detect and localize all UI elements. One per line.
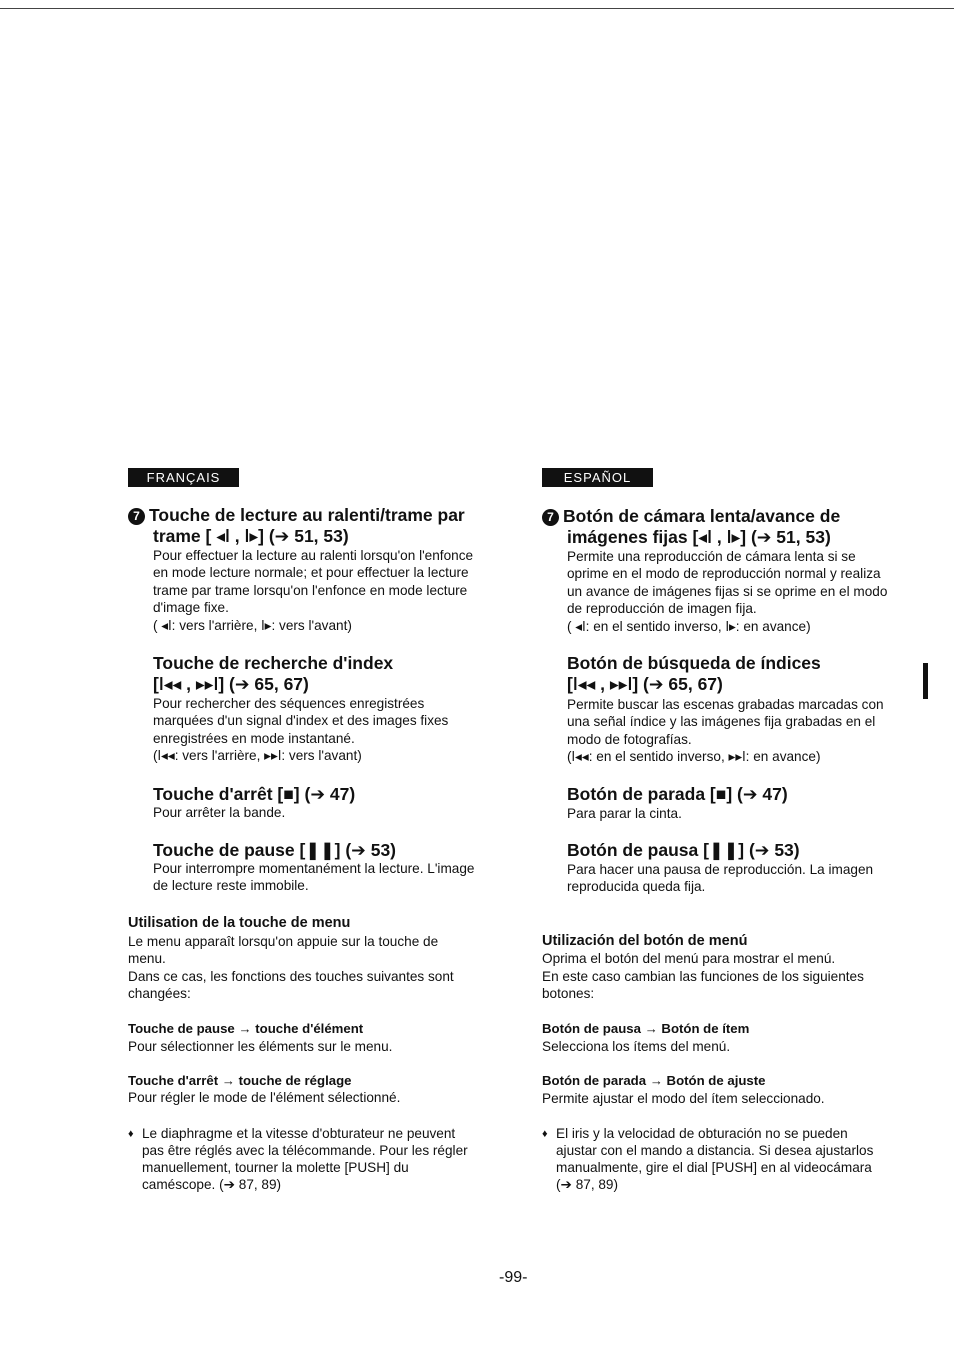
text-line: Oprima el botón del menú para mostrar el menú.	[542, 951, 836, 966]
text-line: Le menu apparaît lorsqu'on appuie sur la touche de	[128, 934, 439, 949]
text-line: Pour interrompre momentanément la lecture. L'image	[153, 861, 475, 876]
item-number-badge: 7	[542, 509, 559, 526]
text-line: Selecciona los ítems del menú.	[542, 1039, 731, 1054]
text-line: Permite ajustar el modo del ítem seleccionado.	[542, 1091, 825, 1106]
text-line: menu.	[128, 951, 166, 966]
text-line: Pour sélectionner les éléments sur le menu.	[128, 1039, 393, 1054]
text-line: botones:	[542, 986, 595, 1001]
text-line: en mode lecture normale; et pour effectuer la lecture	[153, 565, 469, 580]
text-line: de reproducción de imagen fija.	[567, 601, 757, 616]
text-line: de lecture reste immobile.	[153, 878, 309, 893]
heading-stop: Botón de parada [■] (➔ 47)	[567, 784, 788, 804]
top-border-line	[0, 8, 954, 9]
subheading-stop-set: Touche d'arrêt → touche de réglage	[128, 1073, 352, 1088]
heading-index-search-line2: [ǀ◂◂ , ▸▸ǀ] (➔ 65, 67)	[567, 674, 723, 694]
text-line: Le diaphragme et la vitesse d'obturateur ne peuvent	[142, 1126, 456, 1141]
text-line: Para parar la cinta.	[567, 806, 682, 821]
subheading-pause-item: Touche de pause → touche d'élément	[128, 1021, 364, 1036]
text-line: (➔ 87, 89)	[556, 1177, 619, 1192]
text-line: Permite una reproducción de cámara lenta si se	[567, 549, 856, 564]
text-line: (ǀ◂◂: en el sentido inverso, ▸▸ǀ: en avance)	[567, 749, 821, 764]
text-line: oprime en el modo de reproducción normal y realiza	[567, 566, 881, 581]
text-line: caméscope. (➔ 87, 89)	[142, 1177, 282, 1192]
heading-pause: Touche de pause [❚❚] (➔ 53)	[153, 840, 397, 860]
heading-index-search: Touche de recherche d'index	[153, 653, 394, 673]
text-line: Pour effectuer la lecture au ralenti lorsqu'on l'enfonce	[153, 548, 474, 563]
text-line: Pour arrêter la bande.	[153, 805, 286, 820]
heading-menu-usage: Utilización del botón de menú	[542, 933, 748, 949]
text-line: En este caso cambian las funciones de los siguientes	[542, 969, 864, 984]
heading-slow-motion: 7 Touche de lecture au ralenti/trame par	[128, 505, 465, 526]
language-badge-spanish: ESPAÑOL	[542, 468, 653, 487]
text-line: d'image fixe.	[153, 600, 229, 615]
text-line: un avance de imágenes fijas si se oprime en el modo	[567, 584, 888, 599]
text-line: modo de fotografías.	[567, 732, 692, 747]
text-line: ( ◂ǀ: en el sentido inverso, ǀ▸: en avance)	[567, 619, 811, 634]
text-line: Pour rechercher des séquences enregistrées	[153, 696, 425, 711]
heading-index-search-line2: [ǀ◂◂ , ▸▸ǀ] (➔ 65, 67)	[153, 674, 309, 694]
text-line: enregistrées en mode instantané.	[153, 731, 355, 746]
heading-pause: Botón de pausa [❚❚] (➔ 53)	[567, 840, 800, 860]
text-line: Pour régler le mode de l'élément sélectionné.	[128, 1090, 401, 1105]
heading-stop: Touche d'arrêt [■] (➔ 47)	[153, 784, 356, 804]
heading-slow-motion: 7 Botón de cámara lenta/avance de	[542, 506, 840, 527]
heading-slow-motion-line2: imágenes fijas [◂ǀ , ǀ▸] (➔ 51, 53)	[567, 527, 831, 547]
text-line: ajustar con el mando a distancia. Si desea ajustarlos	[556, 1143, 874, 1158]
subheading-pause-item: Botón de pausa → Botón de ítem	[542, 1021, 750, 1036]
text-line: El iris y la velocidad de obturación no se pueden	[556, 1126, 848, 1141]
heading-menu-usage: Utilisation de la touche de menu	[128, 915, 351, 931]
text-line: marquées d'un signal d'index et des images fixes	[153, 713, 449, 728]
text-line: Permite buscar las escenas grabadas marcadas con	[567, 697, 884, 712]
page-number: -99-	[499, 1269, 528, 1286]
text-line: (ǀ◂◂: vers l'arrière, ▸▸ǀ: vers l'avant)	[153, 748, 362, 763]
text-line: Para hacer una pausa de reproducción. La imagen	[567, 862, 874, 877]
text-line: ( ◂ǀ: vers l'arrière, ǀ▸: vers l'avant)	[153, 618, 352, 633]
text-line: Dans ce cas, les fonctions des touches suivantes sont	[128, 969, 454, 984]
language-badge-french: FRANÇAIS	[128, 468, 239, 487]
bullet-icon: ♦	[128, 1128, 134, 1140]
heading-index-search: Botón de búsqueda de índices	[567, 653, 821, 673]
section-edge-tab	[923, 663, 928, 699]
heading-slow-motion-line2: trame [ ◂ǀ , ǀ▸] (➔ 51, 53)	[153, 526, 349, 546]
bullet-icon: ♦	[542, 1128, 548, 1140]
text-line: una señal índice y las imágenes fija grabadas en el	[567, 714, 876, 729]
text-line: trame par trame lorsqu'on l'enfonce en mode lecture	[153, 583, 468, 598]
text-line: manualmente, gire el dial [PUSH] en al videocámara	[556, 1160, 872, 1175]
item-number-badge: 7	[128, 508, 145, 525]
text-line: manuellement, tourner la molette [PUSH] du	[142, 1160, 409, 1175]
subheading-stop-set: Botón de parada → Botón de ajuste	[542, 1073, 766, 1088]
text-line: changées:	[128, 986, 191, 1001]
text-line: reproducida queda fija.	[567, 879, 706, 894]
text-line: pas être réglés avec la télécommande. Pour les régler	[142, 1143, 468, 1158]
